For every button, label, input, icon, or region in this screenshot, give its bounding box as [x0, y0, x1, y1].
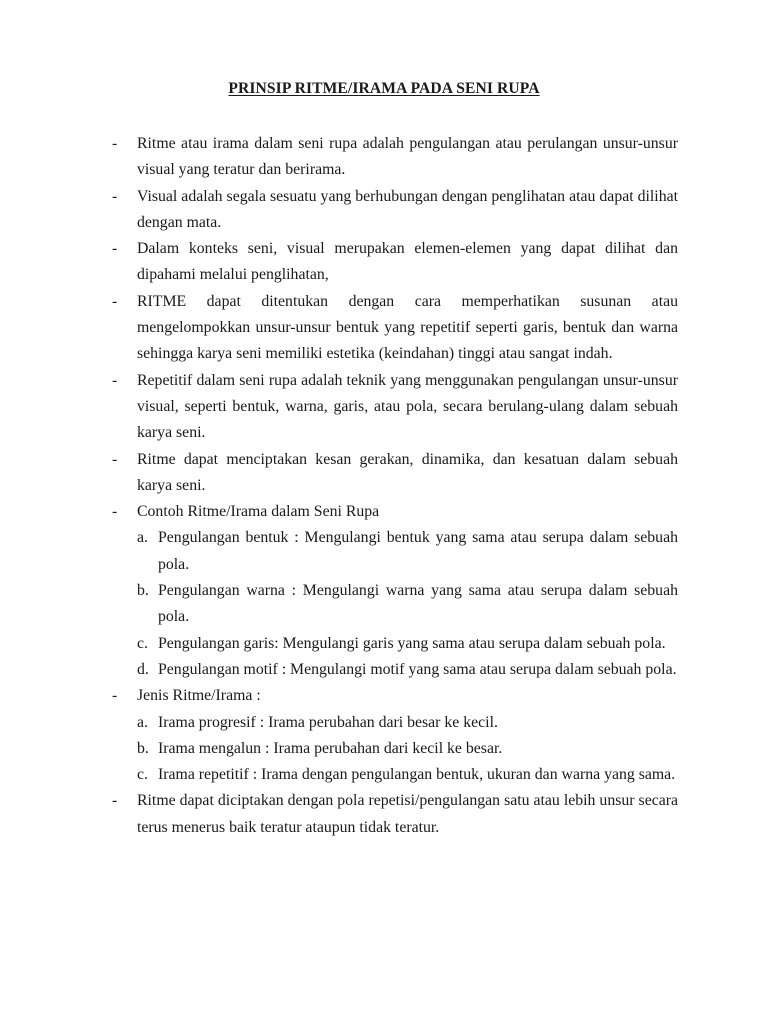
subitem: [110, 762, 678, 788]
bullet-text: Visual adalah segala sesuatu yang berhubungan dengan penglihatan atau dapat dilihat dengan mata.: [137, 187, 678, 231]
bullet-item: [110, 236, 678, 289]
bullet-body: [137, 499, 678, 525]
subitem-marker: b.: [137, 582, 149, 600]
subitem-marker: d.: [137, 660, 149, 678]
bullet-list: [110, 131, 678, 841]
subitem-marker: c.: [137, 634, 148, 652]
subitem-text: Pengulangan garis: Mengulangi garis yang sama atau serupa dalam sebuah pola.: [158, 634, 666, 652]
bullet-text: Ritme atau irama dalam seni rupa adalah pengulangan atau perulangan unsur-unsur visual yang teratur dan berirama.: [137, 135, 678, 179]
bullet-text: RITME dapat ditentukan dengan cara memperhatikan susunan atau mengelompokkan unsur-unsur bentuk yang repetitif seperti garis, bentuk dan warna sehingga karya seni memiliki estetika (keindahan) tinggi atau sangat indah.: [137, 292, 678, 363]
bullet-text: Ritme dapat menciptakan kesan gerakan, dinamika, dan kesatuan dalam sebuah karya seni.: [137, 450, 678, 494]
bullet-item: [110, 368, 678, 447]
bullet-item: [110, 447, 678, 500]
bullet-marker: -: [112, 135, 118, 152]
bullet-text: Jenis Ritme/Irama :: [137, 687, 261, 705]
subitem: [110, 578, 678, 631]
subitem-marker: a.: [137, 713, 148, 731]
subitem: [110, 657, 678, 683]
bullet-item: [110, 499, 678, 525]
subitem: [110, 710, 678, 736]
bullet-marker: -: [112, 503, 118, 521]
bullet-marker: -: [112, 240, 118, 258]
subitem: [110, 631, 678, 657]
subitem-marker: c.: [137, 766, 148, 784]
bullet-marker: -: [112, 687, 118, 705]
bullet-item: [110, 788, 678, 841]
bullet-text: Ritme dapat diciptakan dengan pola repetisi/pengulangan satu atau lebih unsur secara terus menerus baik teratur ataupun tidak teratur.: [137, 792, 678, 836]
bullet-marker: -: [112, 292, 118, 310]
bullet-marker: -: [112, 450, 118, 468]
example-sublist: [110, 525, 678, 683]
subitem-text: Irama repetitif : Irama dengan pengulangan bentuk, ukuran dan warna yang sama.: [158, 766, 676, 784]
bullet-marker: -: [112, 371, 118, 389]
subitem-text: Pengulangan motif : Mengulangi motif yang sama atau serupa dalam sebuah pola.: [158, 660, 677, 678]
bullet-item: [110, 184, 678, 237]
document-title: PRINSIP RITME/IRAMA PADA SENI RUPA: [228, 80, 540, 97]
bullet-text: Contoh Ritme/Irama dalam Seni Rupa: [137, 503, 380, 521]
subitem: [110, 736, 678, 762]
subitem-text: Irama progresif : Irama perubahan dari besar ke kecil.: [158, 713, 498, 731]
subitem-text: Pengulangan bentuk : Mengulangi bentuk yang sama atau serupa dalam sebuah pola.: [158, 529, 678, 573]
bullet-marker: -: [112, 792, 118, 810]
bullet-item: [110, 289, 678, 368]
bullet-text: Repetitif dalam seni rupa adalah teknik yang menggunakan pengulangan unsur-unsur visual, seperti bentuk, warna, garis, atau pola, secara berulang-ulang dalam sebuah karya seni.: [137, 371, 678, 442]
bullet-text: Dalam konteks seni, visual merupakan elemen-elemen yang dapat dilihat dan dipahami melalui penglihatan,: [137, 240, 678, 284]
type-sublist: [110, 710, 678, 789]
bullet-item: [110, 131, 678, 184]
subitem-marker: b.: [137, 739, 149, 757]
subitem-text: Pengulangan warna : Mengulangi warna yang sama atau serupa dalam sebuah pola.: [158, 582, 678, 626]
subitem: [110, 525, 678, 578]
subitem-text: Irama mengalun : Irama perubahan dari kecil ke besar.: [158, 739, 503, 757]
bullet-item: [110, 683, 678, 709]
subitem-marker: a.: [137, 529, 148, 547]
bullet-marker: -: [112, 187, 118, 205]
bullet-body: [137, 683, 678, 709]
